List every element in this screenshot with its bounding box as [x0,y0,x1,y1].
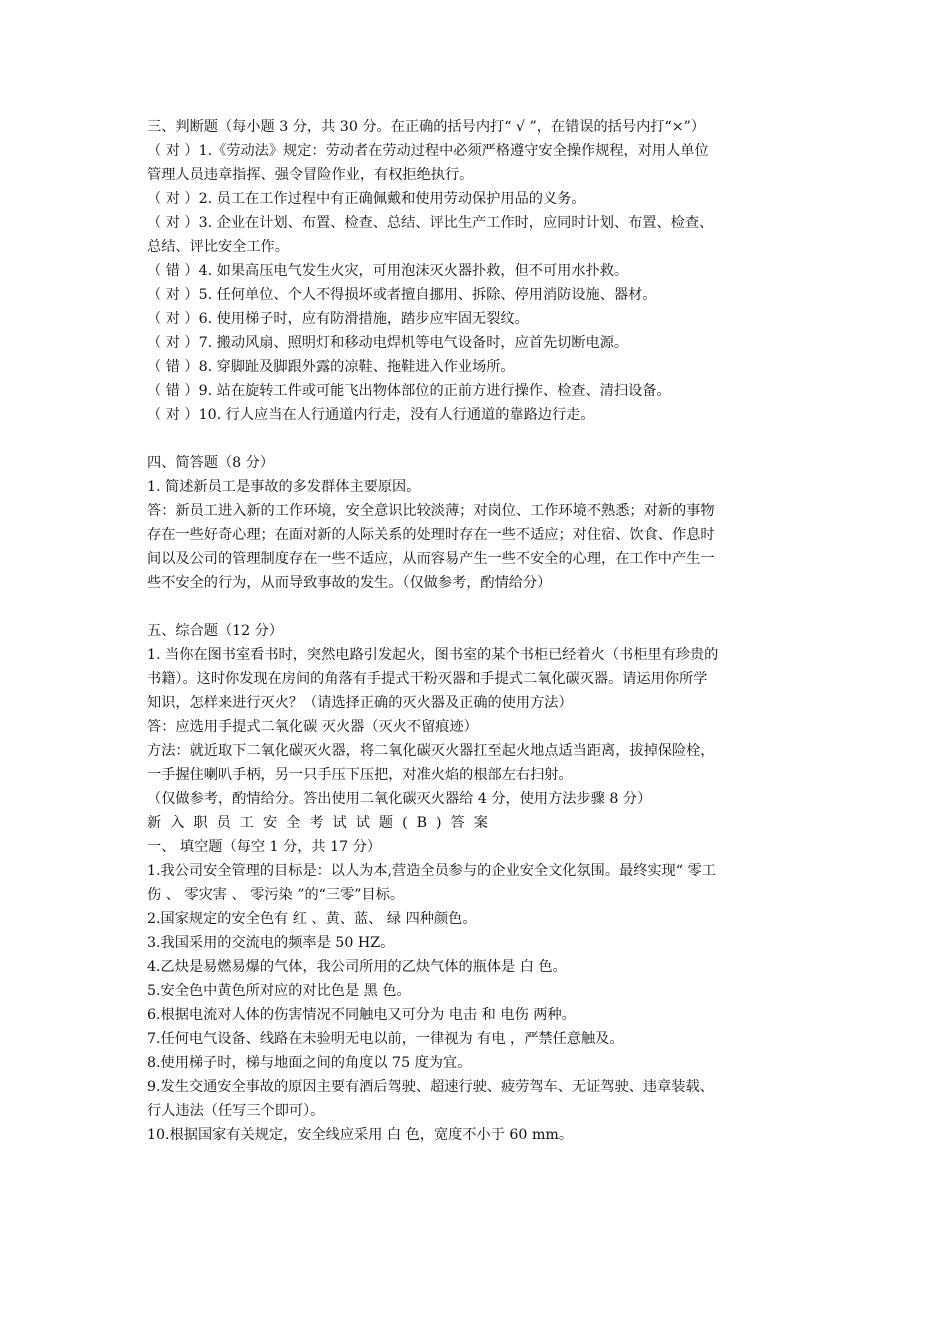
fill-blank-line: 1.我公司安全管理的目标是：以人为本,营造全员参与的企业安全文化氛围。最终实现“ 零工 [147,863,716,879]
judgment-line: （ 对 ）7. 搬动风扇、照明灯和移动电焊机等电气设备时，应首先切断电源。 [147,335,629,351]
judgment-line: （ 对 ）1.《劳动法》规定：劳动者在劳动过程中必须严格遵守安全操作规程，对用人单位 [147,143,709,159]
short-answer-line: 存在一些好奇心理；在面对新的人际关系的处理时存在一些不适应；对住宿、饮食、作息时 [147,527,715,543]
fill-blank-line: 2.国家规定的安全色有 红 、黄、蓝、 绿 四种颜色。 [147,911,477,927]
section-spacer [147,595,815,619]
judgment-line: （ 对 ）5. 任何单位、个人不得损坏或者擅自挪用、拆除、停用消防设施、器材。 [147,287,657,303]
judgment-line: （ 错 ）8. 穿脚趾及脚跟外露的凉鞋、拖鞋进入作业场所。 [147,359,515,375]
fill-blank-line: 3.我国采用的交流电的频率是 50 HZ。 [147,935,395,951]
judgment-line: 管理人员违章指挥、强令冒险作业，有权拒绝执行。 [147,167,474,183]
fill-blank-line: 5.安全色中黄色所对应的对比色是 黑 色。 [147,983,411,999]
judgment-line: （ 错 ）9. 站在旋转工件或可能飞出物体部位的正前方进行操作、检查、清扫设备。 [147,383,671,399]
section3-heading: 三、判断题（每小题 3 分，共 30 分。在正确的括号内打“ √ ”，在错误的括号内打“×”） [147,119,706,135]
comprehensive-line: 一手握住喇叭手柄，另一只手压下压把，对准火焰的根部左右扫射。 [147,767,573,783]
section-spacer [147,427,815,451]
fill-blank-line: 伤 、 零灾害 、 零污染 ”的“三零”目标。 [147,887,405,903]
exam-b-title: 新入职员工安全考试试题(B)答案 [147,815,497,831]
document-page [147,115,815,1147]
judgment-line: （ 对 ）3. 企业在计划、布置、检查、总结、评比生产工作时，应同时计划、布置、检查、 [147,215,714,231]
fill-blank-line: 8.使用梯子时，梯与地面之间的角度以 75 度为宜。 [147,1055,472,1071]
section4-heading: 四、简答题（8 分） [147,455,275,471]
judgment-line: （ 对 ）6. 使用梯子时，应有防滑措施，踏步应牢固无裂纹。 [147,311,529,327]
judgment-line: （ 对 ）10. 行人应当在人行通道内行走，没有人行通道的靠路边行走。 [147,407,595,423]
judgment-line: 总结、评比安全工作。 [147,239,289,255]
short-answer-line: 间以及公司的管理制度存在一些不适应，从而容易产生一些不安全的心理，在工作中产生一 [147,551,715,567]
fill-blank-line: 10.根据国家有关规定，安全线应采用 白 色，宽度不小于 60 mm。 [147,1127,574,1143]
comprehensive-line: 书籍）。这时你发现在房间的角落有手提式干粉灭器和手提式二氧化碳灭器。请运用你所学 [147,671,708,687]
fill-blank-line: 9.发生交通安全事故的原因主要有酒后驾驶、超速行驶、疲劳驾车、无证驾驶、违章装载、 [147,1079,714,1095]
judgment-line: （ 对 ）2. 员工在工作过程中有正确佩戴和使用劳动保护用品的义务。 [147,191,586,207]
short-answer-line: 1. 简述新员工是事故的多发群体主要原因。 [147,479,421,495]
comprehensive-line: 方法：就近取下二氧化碳灭火器，将二氧化碳灭火器扛至起火地点适当距离，拔掉保险栓， [147,743,715,759]
comprehensive-line: （仅做参考，酌情给分。答出使用二氧化碳灭火器给 4 分，使用方法步骤 8 分） [147,791,652,807]
comprehensive-line: 知识，怎样来进行灭火？（请选择正确的灭火器及正确的使用方法） [147,695,573,711]
fill-blank-line: 6.根据电流对人体的伤害情况不同触电又可分为 电击 和 电伤 两种。 [147,1007,576,1023]
section5-heading: 五、综合题（12 分） [147,623,284,639]
short-answer-line: 些不安全的行为，从而导致事故的发生。（仅做参考，酌情给分） [147,575,552,591]
comprehensive-line: 答：应选用手提式二氧化碳 灭火器（灭火不留痕迹） [147,719,478,735]
fill-blank-line: 7.任何电气设备、线路在未验明无电以前，一律视为 有电 ，严禁任意触及。 [147,1031,624,1047]
fill-blank-heading: 一、 填空题（每空 1 分，共 17 分） [147,839,382,855]
fill-blank-line: 4.乙炔是易燃易爆的气体，我公司所用的乙炔气体的瓶体是 白 色。 [147,959,567,975]
comprehensive-line: 1. 当你在图书室看书时，突然电路引发起火，图书室的某个书柜已经着火（书柜里有珍贵的 [147,647,719,663]
judgment-line: （ 错 ）4. 如果高压电气发生火灾，可用泡沫灭火器扑救，但不可用水扑救。 [147,263,629,279]
short-answer-line: 答：新员工进入新的工作环境，安全意识比较淡薄；对岗位、工作环境不熟悉；对新的事物 [147,503,715,519]
fill-blank-line: 行人违法（任写三个即可）。 [147,1103,325,1119]
